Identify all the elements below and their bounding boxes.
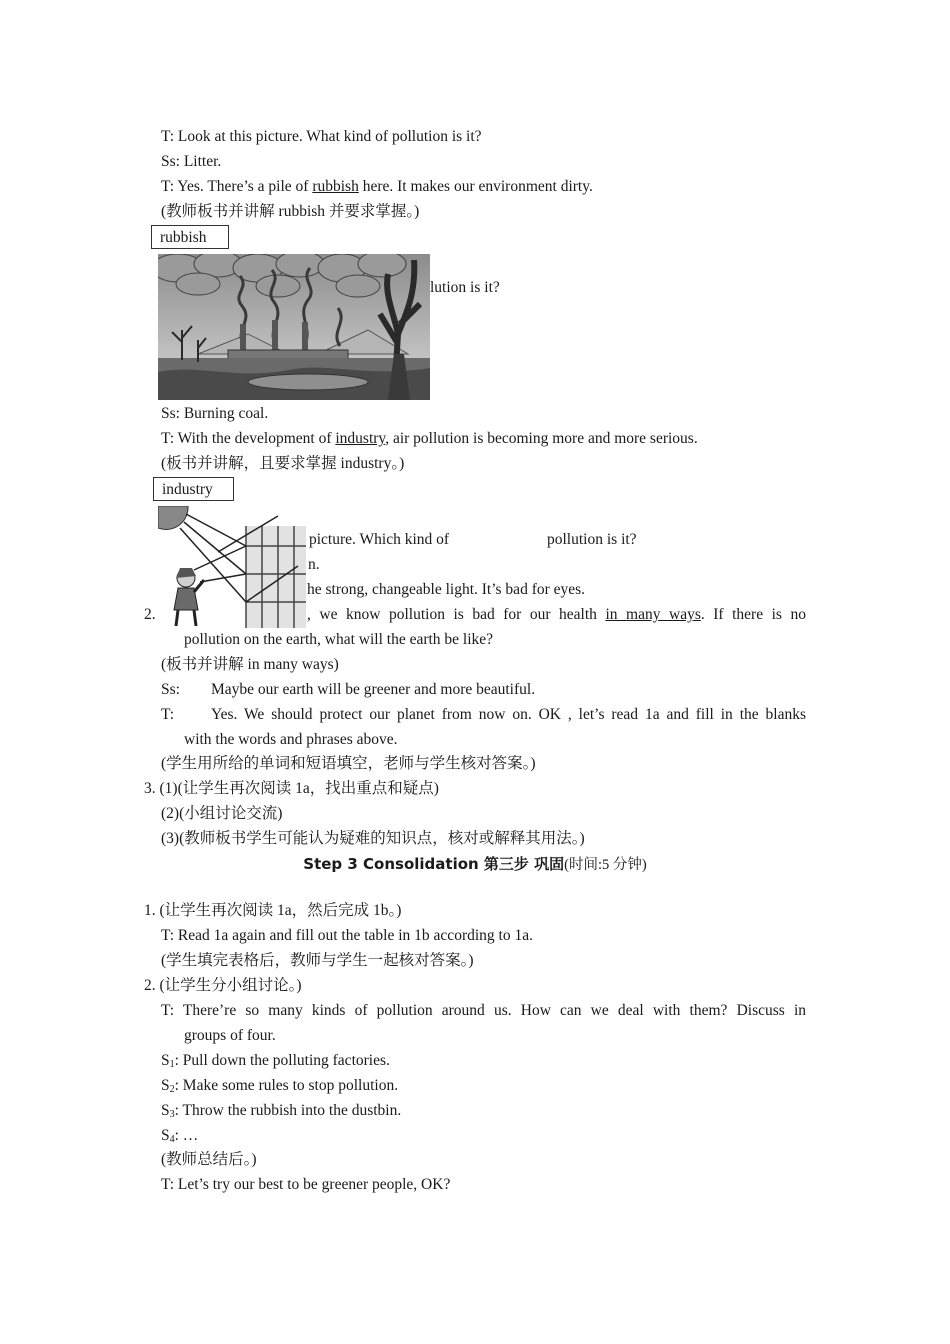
speaker-label: S (161, 1077, 170, 1094)
speaker-label: Ss: (161, 681, 180, 698)
air-pollution-image (158, 254, 430, 400)
text: here. It makes our environment dirty. (358, 178, 593, 195)
teacher-note: (板书并讲解 in many ways) (161, 656, 339, 673)
student-line (161, 1051, 390, 1075)
text: : … (174, 1127, 199, 1144)
teacher-note: 3. (1)(让学生再次阅读 1a，找出重点和疑点) (144, 780, 439, 797)
student-line (161, 1126, 198, 1150)
teacher-note: (3)(教师板书学生可能认为疑难的知识点，核对或解释其用法。) (161, 830, 585, 847)
dialogue-line: T: Read 1a again and fill out the table in 1b according to 1a. (161, 927, 533, 944)
dialogue-line (161, 177, 593, 197)
underlined-phrase: in many ways (605, 606, 701, 623)
dialogue-line-fragment: pollution is it? (547, 531, 637, 548)
dialogue-line: T: Look at this picture. What kind of pollution is it? (161, 128, 482, 145)
underlined-word: rubbish (312, 178, 359, 195)
step-heading (0, 854, 950, 875)
speaker-label: T: (161, 706, 175, 723)
dialogue-line: Yes. We should protect our planet from now on. OK , let’s read 1a and fill in the blanks (211, 706, 806, 723)
dialogue-line-fragment: picture. Which kind of (309, 531, 450, 548)
heading-time-note: (时间:5 分钟) (564, 857, 647, 873)
underlined-word: industry (335, 430, 386, 447)
speaker-index: 2 (169, 1084, 175, 1095)
speaker-label: S (161, 1052, 170, 1069)
student-line (161, 1101, 401, 1125)
teacher-note: 2. (让学生分小组讨论。) (144, 977, 302, 994)
dialogue-line: T: Let’s try our best to be greener people, OK? (161, 1176, 451, 1193)
teacher-note: (教师板书并讲解 rubbish 并要求掌握。) (161, 203, 420, 220)
speaker-index: 4 (169, 1134, 175, 1145)
text: . If there is no (700, 606, 806, 623)
dialogue-line: Ss: Burning coal. (161, 405, 269, 422)
text: , air pollution is becoming more and more serious. (385, 430, 698, 447)
text: : Pull down the polluting factories. (174, 1052, 390, 1069)
teacher-note: (教师总结后。) (161, 1151, 257, 1168)
dialogue-line: T: There’re so many kinds of pollution around us. How can we deal with them? Discuss in (161, 1002, 806, 1019)
teacher-note: (2)(小组讨论交流) (161, 805, 283, 822)
student-line (161, 1076, 398, 1100)
teacher-note: (学生用所给的单词和短语填空，老师与学生核对答案。) (161, 755, 536, 772)
teacher-note: (板书并讲解，且要求掌握 industry。) (161, 455, 405, 472)
teacher-note: (学生填完表格后，教师与学生一起核对答案。) (161, 952, 474, 969)
dialogue-line: pollution on the earth, what will the earth be like? (184, 631, 494, 648)
dialogue-line-fragment: n. (308, 556, 320, 573)
light-pollution-image (158, 506, 308, 628)
dialogue-line: Ss: Litter. (161, 153, 222, 170)
dialogue-line (307, 605, 806, 625)
vocab-box-rubbish: rubbish (151, 225, 229, 249)
dialogue-line-fragment: lution is it? (430, 279, 500, 296)
text: T: Yes. There’s a pile of (161, 178, 313, 195)
text: , we know pollution is bad for our health (307, 606, 606, 623)
speaker-index: 3 (169, 1109, 175, 1120)
heading-text: Step 3 Consolidation 第三步 巩固 (303, 855, 565, 873)
speaker-index: 1 (169, 1059, 175, 1070)
vocab-box-industry: industry (153, 477, 234, 501)
speaker-label: S (161, 1102, 170, 1119)
item-number: 2. (144, 606, 156, 623)
dialogue-line: Maybe our earth will be greener and more beautiful. (211, 681, 536, 698)
dialogue-line (161, 429, 698, 449)
teacher-note: 1. (让学生再次阅读 1a，然后完成 1b。) (144, 902, 402, 919)
dialogue-line: groups of four. (184, 1027, 276, 1044)
speaker-label: S (161, 1127, 170, 1144)
text: : Make some rules to stop pollution. (174, 1077, 399, 1094)
dialogue-line: with the words and phrases above. (184, 731, 398, 748)
text: T: With the development of (161, 430, 336, 447)
dialogue-line-fragment: he strong, changeable light. It’s bad for eyes. (307, 581, 586, 598)
text: : Throw the rubbish into the dustbin. (174, 1102, 402, 1119)
